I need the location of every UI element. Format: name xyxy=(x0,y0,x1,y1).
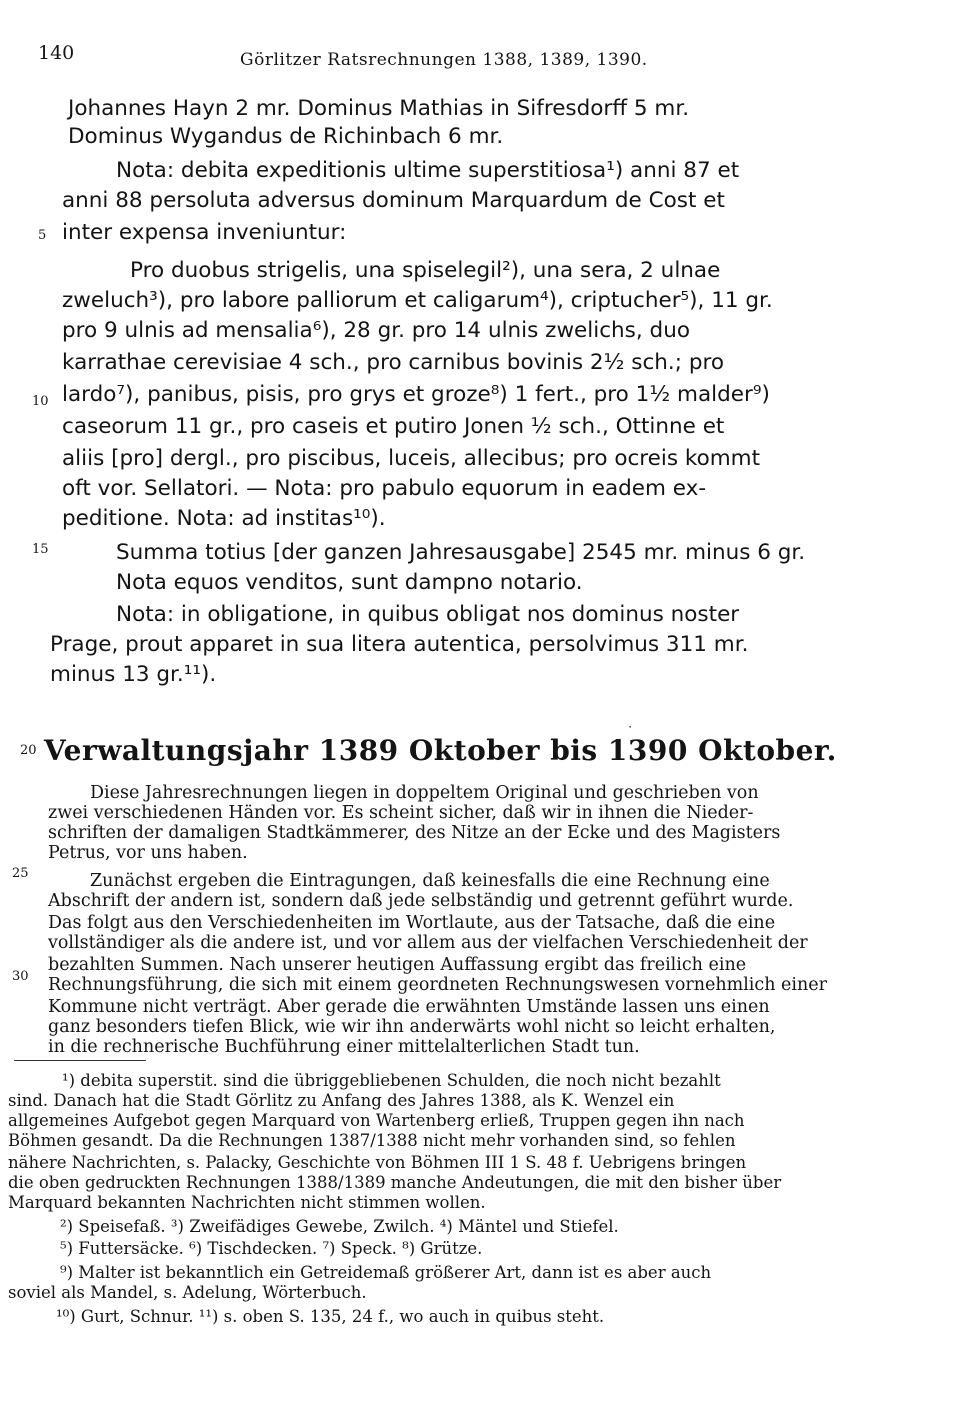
text-line: minus 13 gr.¹¹). xyxy=(50,662,217,687)
text-line: Summa totius [der ganzen Jahresausgabe] 2545 mr. minus 6 gr. xyxy=(116,540,806,565)
line-number: 10 xyxy=(32,394,49,409)
text-line: Diese Jahresrechnungen liegen in doppeltem Original und geschrieben von xyxy=(90,783,759,803)
footnote-line: ⁹) Malter ist bekanntlich ein Getreidemaß größerer Art, dann ist es aber auch xyxy=(60,1263,712,1282)
text-line: Rechnungsführung, die sich mit einem geordneten Rechnungswesen vornehmlich einer xyxy=(48,975,827,995)
text-line: Petrus, vor uns haben. xyxy=(48,843,248,863)
text-line: inter expensa inveniuntur: xyxy=(62,220,347,245)
footnote-line: sind. Danach hat die Stadt Görlitz zu Anfang des Jahres 1388, als K. Wenzel ein xyxy=(8,1091,675,1110)
section-heading: Verwaltungsjahr 1389 Oktober bis 1390 Oktober. xyxy=(44,734,837,767)
footnote-line: ¹) debita superstit. sind die übriggebliebenen Schulden, die noch nicht bezahlt xyxy=(62,1071,721,1090)
footnote-line: die oben gedruckten Rechnungen 1388/1389 manche Andeutungen, die mit den bisher über xyxy=(8,1173,782,1192)
text-line: oft vor. Sellatori. — Nota: pro pabulo equorum in eadem ex- xyxy=(62,476,707,501)
footnote-line: soviel als Mandel, s. Adelung, Wörterbuch. xyxy=(8,1283,367,1302)
text-line: anni 88 persoluta adversus dominum Marquardum de Cost et xyxy=(62,188,725,213)
text-line: Nota: in obligatione, in quibus obligat nos dominus noster xyxy=(116,602,740,627)
footnote-line: nähere Nachrichten, s. Palacky, Geschichte von Böhmen III 1 S. 48 f. Uebrigens bringen xyxy=(8,1153,747,1172)
text-line: Pro duobus strigelis, una spiselegil²), una sera, 2 ulnae xyxy=(130,258,721,283)
footnote-line: ²) Speisefaß. ³) Zweifädiges Gewebe, Zwilch. ⁴) Mäntel und Stiefel. xyxy=(60,1217,619,1236)
text-line: zweluch³), pro labore palliorum et caligarum⁴), criptucher⁵), 11 gr. xyxy=(62,288,773,313)
line-number: 15 xyxy=(32,542,49,557)
text-line: Nota equos venditos, sunt dampno notario. xyxy=(116,570,583,595)
footnote-line: Böhmen gesandt. Da die Rechnungen 1387/1388 nicht mehr vorhanden sind, so fehlen xyxy=(8,1131,736,1150)
text-line: schriften der damaligen Stadtkämmerer, des Nitze an der Ecke und des Magisters xyxy=(48,823,781,843)
text-line: caseorum 11 gr., pro caseis et putiro Jonen ½ sch., Ottinne et xyxy=(62,414,725,439)
text-line: Johannes Hayn 2 mr. Dominus Mathias in Sifresdorff 5 mr. xyxy=(68,96,690,121)
text-line: Nota: debita expeditionis ultime superstitiosa¹) anni 87 et xyxy=(116,158,740,183)
text-line: pro 9 ulnis ad mensalia⁶), 28 gr. pro 14 ulnis zwelichs, duo xyxy=(62,318,690,343)
footnote-line: allgemeines Aufgebot gegen Marquard von Wartenberg erließ, Truppen gegen ihn nach xyxy=(8,1111,745,1130)
text-line: Abschrift der andern ist, sondern daß jede selbständig und getrennt geführt wurde. xyxy=(48,891,794,911)
text-line: lardo⁷), panibus, pisis, pro grys et groze⁸) 1 fert., pro 1½ malder⁹) xyxy=(62,382,770,407)
text-line: karrathae cerevisiae 4 sch., pro carnibus bovinis 2½ sch.; pro xyxy=(62,350,725,375)
line-number: 5 xyxy=(38,228,47,243)
line-number: 20 xyxy=(20,743,37,758)
text-line: Kommune nicht verträgt. Aber gerade die erwähnten Umstände lassen uns einen xyxy=(48,997,770,1017)
line-number: 30 xyxy=(12,969,29,984)
text-line: Zunächst ergeben die Eintragungen, daß keinesfalls die eine Rechnung eine xyxy=(90,871,770,891)
text-line: zwei verschiedenen Händen vor. Es scheint sicher, daß wir in ihnen die Nieder- xyxy=(48,803,754,823)
print-mark: ⋅ xyxy=(628,720,633,734)
text-line: ganz besonders tiefen Blick, wie wir ihn anderwärts wohl nicht so leicht erhalten, xyxy=(48,1017,776,1037)
text-line: peditione. Nota: ad institas¹⁰). xyxy=(62,506,386,531)
footnote-line: ¹⁰) Gurt, Schnur. ¹¹) s. oben S. 135, 24 f., wo auch in quibus steht. xyxy=(56,1307,605,1326)
text-line: Prage, prout apparet in sua litera autentica, persolvimus 311 mr. xyxy=(50,632,749,657)
footnote-line: ⁵) Futtersäcke. ⁶) Tischdecken. ⁷) Speck. ⁸) Grütze. xyxy=(60,1239,483,1258)
footnote-line: Marquard bekannten Nachrichten nicht stimmen wollen. xyxy=(8,1193,486,1212)
line-number: 25 xyxy=(12,866,29,881)
text-line: in die rechnerische Buchführung einer mittelalterlichen Stadt tun. xyxy=(48,1037,640,1057)
text-line: aliis [pro] dergl., pro piscibus, luceis, allecibus; pro ocreis kommt xyxy=(62,446,761,471)
text-line: vollständiger als die andere ist, und vor allem aus der vielfachen Verschiedenheit der xyxy=(48,933,808,953)
running-title: Görlitzer Ratsrechnungen 1388, 1389, 1390. xyxy=(240,50,648,70)
page-number: 140 xyxy=(38,42,75,64)
text-line: Das folgt aus den Verschiedenheiten im Wortlaute, aus der Tatsache, daß die eine xyxy=(48,913,776,933)
text-line: Dominus Wygandus de Richinbach 6 mr. xyxy=(68,124,504,149)
text-line: bezahlten Summen. Nach unserer heutigen Auffassung ergibt das freilich eine xyxy=(48,955,747,975)
